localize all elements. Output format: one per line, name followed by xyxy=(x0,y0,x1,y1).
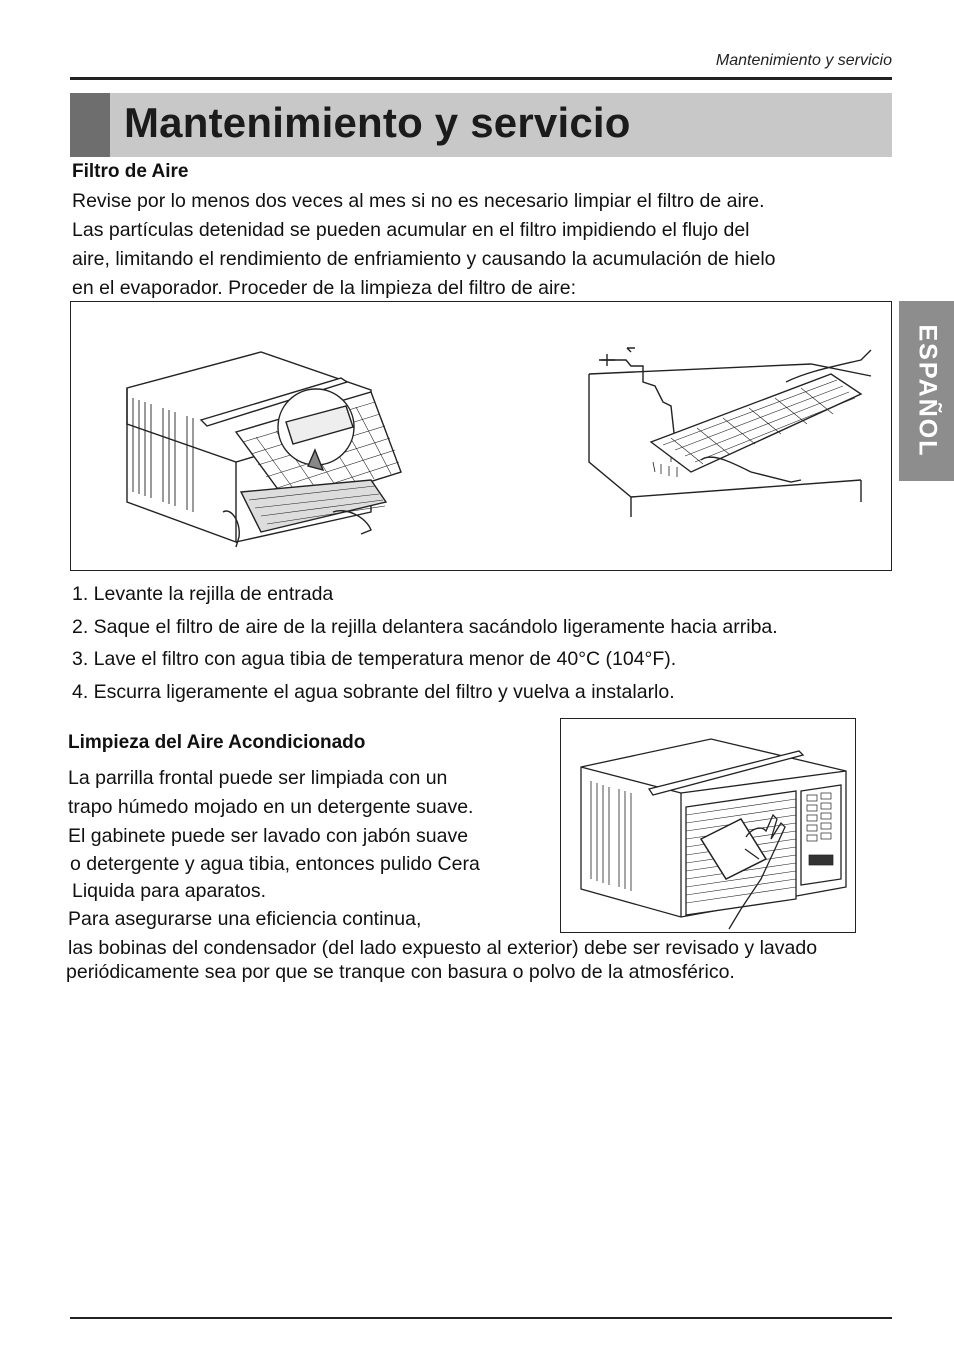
cleaning-line: Liquida para aparatos. xyxy=(72,880,267,902)
cleaning-line: o detergente y agua tibia, entonces pulido Cera xyxy=(70,853,480,875)
list-item: 3. Lave el filtro con agua tibia de temperatura menor de 40°C (104°F). xyxy=(72,648,677,670)
header-rule xyxy=(70,77,892,80)
filter-removal-illustration xyxy=(70,301,892,571)
cleaning-line: las bobinas del condensador (del lado expuesto al exterior) debe ser revisado y lavado xyxy=(68,937,818,959)
filter-line: Las partículas detenidad se pueden acumular en el filtro impidiendo el flujo del xyxy=(72,219,750,241)
list-item: 2. Saque el filtro de aire de la rejilla delantera sacándolo ligeramente hacia arriba. xyxy=(72,615,778,638)
title-accent-block xyxy=(70,93,110,157)
language-tab-label: ESPAÑOL xyxy=(913,324,941,458)
filter-line: aire, limitando el rendimiento de enfriamiento y causando la acumulación de hielo xyxy=(72,248,776,270)
filter-line: Revise por lo menos dos veces al mes si no es necesario limpiar el filtro de aire. xyxy=(72,190,765,212)
wiping-illustration xyxy=(560,718,856,933)
filter-line: en el evaporador. Proceder de la limpieza del filtro de aire: xyxy=(72,277,577,299)
filter-paragraph xyxy=(72,187,776,303)
cleaning-heading: Limpieza del Aire Acondicionado xyxy=(68,732,366,753)
page-title: Mantenimiento y servicio xyxy=(124,99,631,146)
footer-rule xyxy=(70,1317,892,1319)
language-side-tab xyxy=(899,301,954,481)
cleaning-line: periódicamente sea por que se tranque con basura o polvo de la atmosférico. xyxy=(66,961,735,983)
cleaning-line: trapo húmedo mojado en un detergente suave. xyxy=(68,796,474,818)
cleaning-line: Para asegurarse una eficiencia continua, xyxy=(68,908,422,930)
steps-list xyxy=(72,578,778,708)
title-bar xyxy=(70,93,892,157)
list-item: 4. Escurra ligeramente el agua sobrante del filtro y vuelva a instalarlo. xyxy=(72,680,675,703)
running-header: Mantenimiento y servicio xyxy=(715,52,892,69)
filter-heading: Filtro de Aire xyxy=(72,161,189,182)
cleaning-line: El gabinete puede ser lavado con jabón suave xyxy=(68,825,469,847)
cleaning-line: La parrilla frontal puede ser limpiada con un xyxy=(68,767,448,789)
list-item: 1. Levante la rejilla de entrada xyxy=(72,583,334,605)
